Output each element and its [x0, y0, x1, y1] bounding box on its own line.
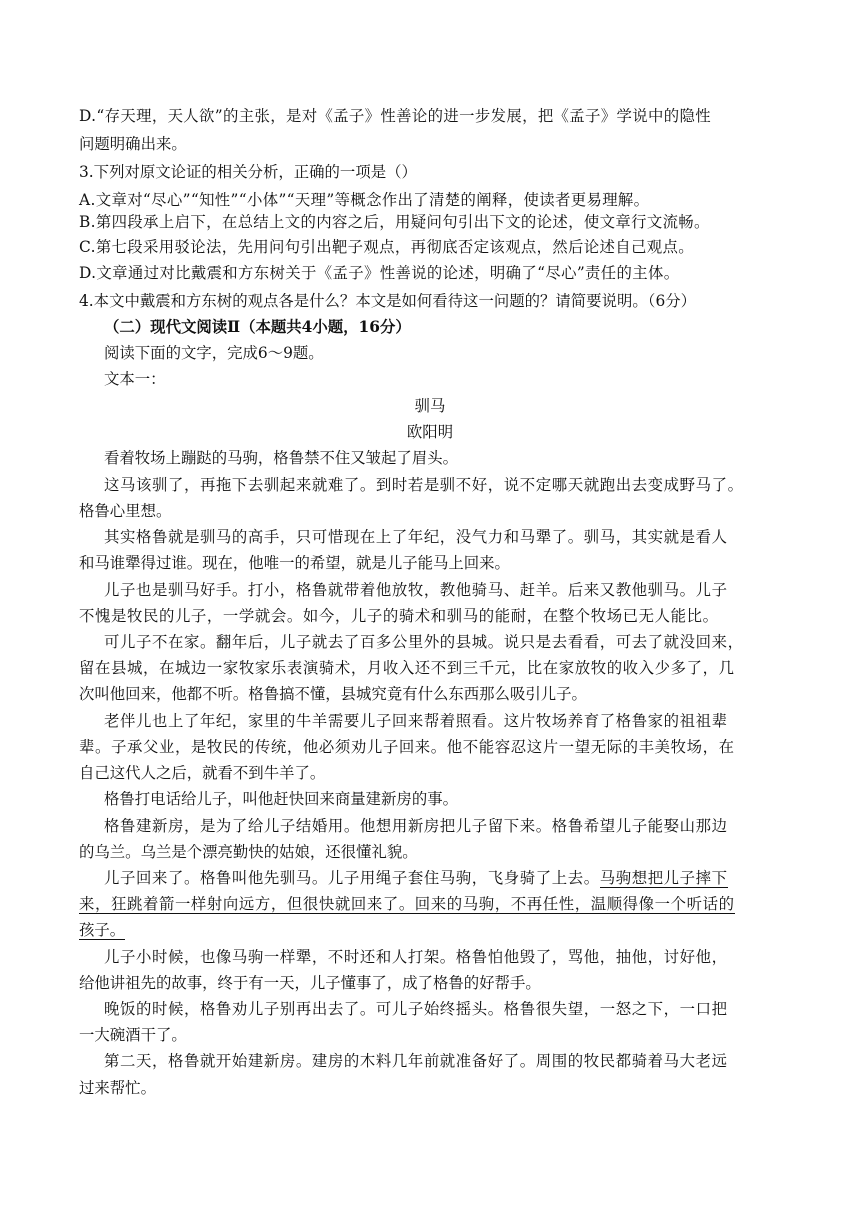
- story-underlined-sentence-middle: 来，狂跳着箭一样射向远方，但很快就回来了。回来的马驹，不再任性，温顺得像一个听话的: [79, 895, 735, 913]
- story-author: 欧阳明: [406, 423, 454, 441]
- story-underlined-sentence-start: 马驹想把儿子摔下: [599, 869, 728, 887]
- story-paragraph-5-line3: 次叫他回来，他都不听。格鲁搞不懂，县城究竟有什么东西那么吸引儿子。: [79, 685, 587, 703]
- q2-option-d-line1: D.“存天理，天人欲”的主张，是对《孟子》性善论的进一步发展，把《孟子》学说中的隐性: [79, 107, 711, 125]
- story-paragraph-6-line3: 自己这代人之后，就看不到牛羊了。: [79, 764, 326, 782]
- q3-option-b: B.第四段承上启下，在总结上文的内容之后，用疑问句引出下文的论述，使文章行文流畅。: [79, 213, 710, 231]
- story-paragraph-6-line1: 老伴儿也上了年纪，家里的牛羊需要儿子回来帮着照看。这片牧场养育了格鲁家的祖祖辈: [104, 712, 728, 730]
- story-paragraph-7: 格鲁打电话给儿子，叫他赶快回来商量建新房的事。: [104, 790, 458, 808]
- q2-option-d-line2: 问题明确出来。: [79, 135, 187, 153]
- story-paragraph-12-line2: 过来帮忙。: [79, 1079, 156, 1097]
- story-paragraph-8-line2: 的乌兰。乌兰是个漂亮勤快的姑娘，还很懂礼貌。: [79, 843, 418, 861]
- text-label: 文本一：: [104, 370, 166, 388]
- story-paragraph-9-line2: [79, 893, 735, 915]
- story-paragraph-5-line2: 留在县城，在城边一家牧家乐表演骑术，月收入还不到三千元，比在家放牧的收入少多了，几: [79, 659, 735, 677]
- story-paragraph-4-line2: 不愧是牧民的儿子，一学就会。如今，儿子的骑术和驯马的能耐，在整个牧场已无人能比。: [79, 607, 719, 625]
- story-paragraph-3-line1: 其实格鲁就是驯马的高手，只可惜现在上了年纪，没气力和马犟了。驯马，其实就是看人: [104, 528, 728, 546]
- story-underlined-sentence-end: 孩子。: [79, 921, 126, 939]
- section-heading: （二）现代文阅读Ⅱ（本题共4小题，16分）: [104, 318, 411, 336]
- q3-option-d: D.文章通过对比戴震和方东树关于《孟子》性善说的论述，明确了“尽心”责任的主体。: [79, 264, 680, 282]
- story-paragraph-1: 看着牧场上蹦跶的马驹，格鲁禁不住又皱起了眉头。: [104, 449, 458, 467]
- story-paragraph-9-plain-text: 儿子回来了。格鲁叫他先驯马。儿子用绳子套住马驹，飞身骑了上去。: [104, 869, 600, 887]
- story-paragraph-2-line2: 格鲁心里想。: [79, 502, 172, 520]
- story-paragraph-3-line2: 和马谁犟得过谁。现在，他唯一的希望，就是儿子能马上回来。: [79, 554, 510, 572]
- story-paragraph-6-line2: 辈。子承父业，是牧民的传统，他必须劝儿子回来。他不能容忍这片一望无际的丰美牧场，在: [79, 738, 735, 756]
- section-instruction: 阅读下面的文字，完成6～9题。: [104, 344, 324, 362]
- q3-option-a: A.文章对“尽心”“知性”“小体”“天理”等概念作出了清楚的阐释，使读者更易理解。: [79, 191, 650, 209]
- story-paragraph-2-line1: 这马该驯了，再拖下去驯起来就难了。到时若是驯不好，说不定哪天就跑出去变成野马了。: [104, 476, 744, 494]
- q4-stem: 4.本文中戴震和方东树的观点各是什么？本文是如何看待这一问题的？请简要说明。（6分）: [79, 292, 697, 310]
- q3-option-c: C.第七段采用驳论法，先用问句引出靶子观点，再彻底否定该观点，然后论述自己观点。: [79, 238, 694, 256]
- story-title: 驯马: [414, 397, 446, 415]
- q3-stem: 3.下列对原文论证的相关分析，正确的一项是（）: [79, 163, 417, 181]
- story-paragraph-11-line2: 一大碗酒干了。: [79, 1026, 187, 1044]
- story-paragraph-10-line2: 给他讲祖先的故事，终于有一天，儿子懂事了，成了格鲁的好帮手。: [79, 974, 541, 992]
- story-paragraph-4-line1: 儿子也是驯马好手。打小，格鲁就带着他放牧，教他骑马、赶羊。后来又教他驯马。儿子: [104, 581, 728, 599]
- story-paragraph-11-line1: 晚饭的时候，格鲁劝儿子别再出去了。可儿子始终摇头。格鲁很失望，一怒之下，一口把: [104, 1000, 728, 1018]
- story-paragraph-12-line1: 第二天，格鲁就开始建新房。建房的木料几年前就准备好了。周围的牧民都骑着马大老远: [104, 1052, 728, 1070]
- story-paragraph-10-line1: 儿子小时候，也像马驹一样犟，不时还和人打架。格鲁怕他毁了，骂他，抽他，讨好他，: [104, 948, 728, 966]
- story-paragraph-8-line1: 格鲁建新房，是为了给儿子结婚用。他想用新房把儿子留下来。格鲁希望儿子能娶山那边: [104, 817, 728, 835]
- story-paragraph-9-line3: [79, 919, 125, 941]
- story-paragraph-5-line1: 可儿子不在家。翻年后，儿子就去了百多公里外的县城。说只是去看看，可去了就没回来，: [104, 633, 744, 651]
- story-paragraph-9-line1: [104, 867, 728, 889]
